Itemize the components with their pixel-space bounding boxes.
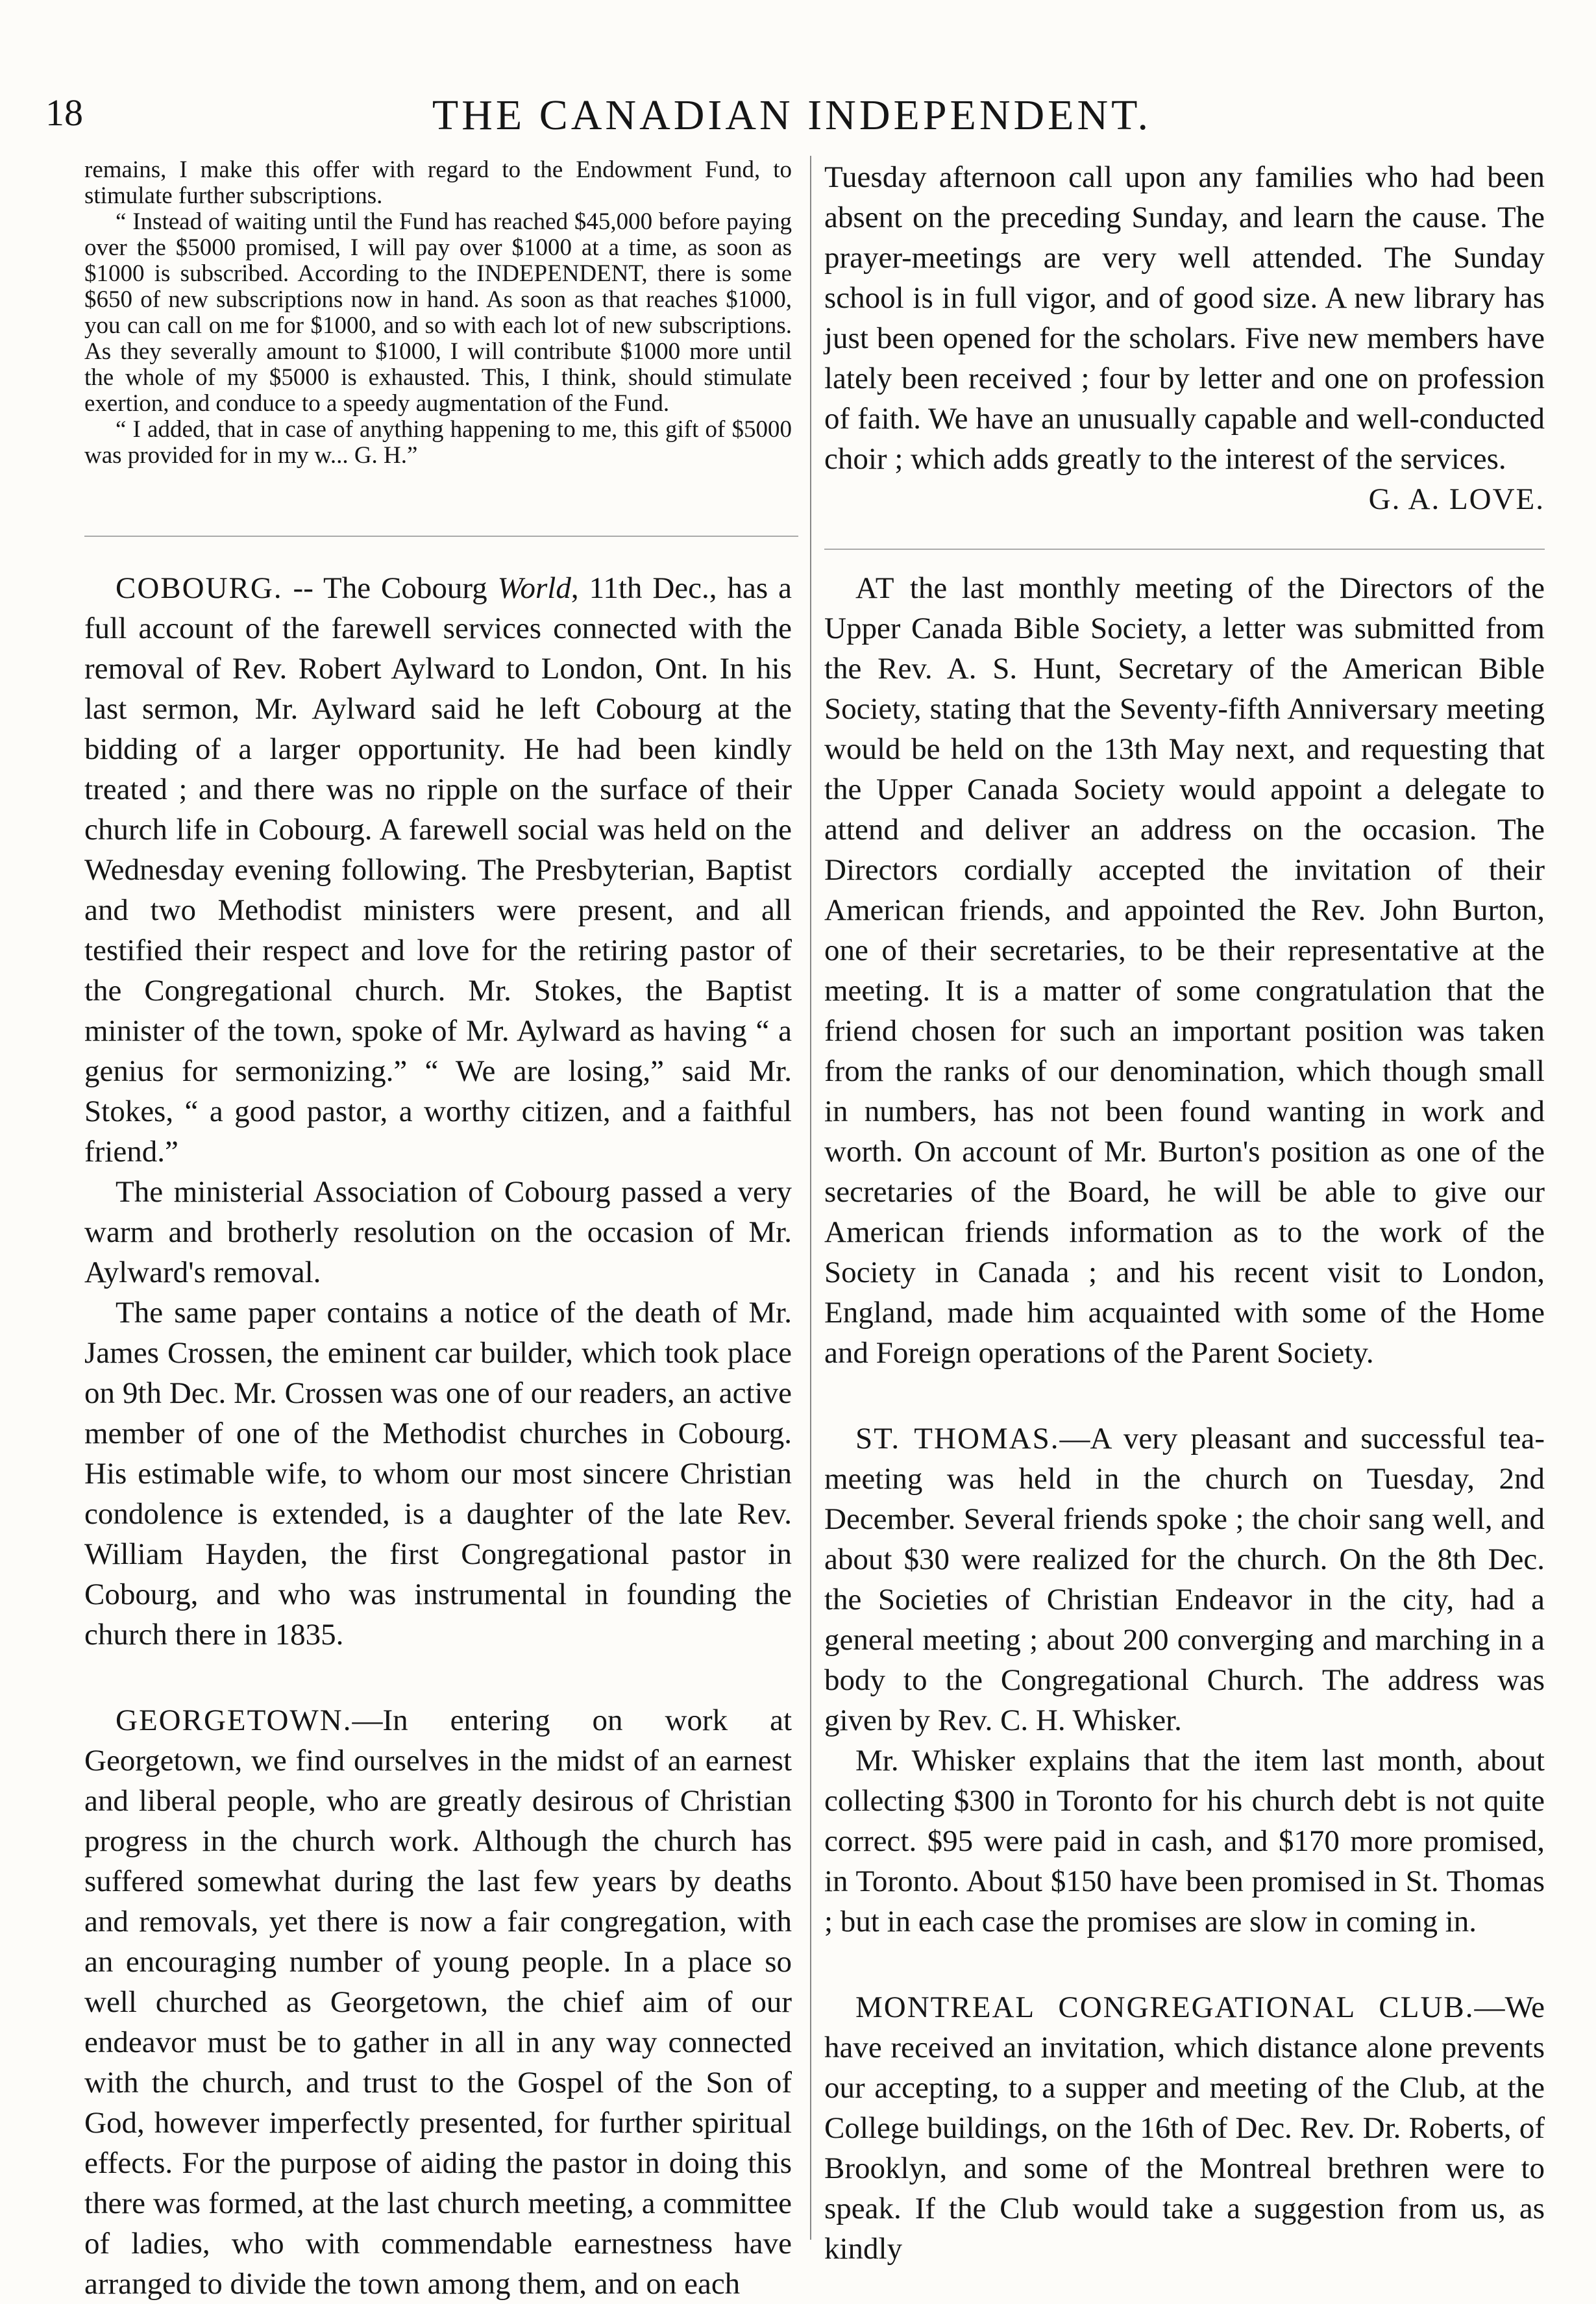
letter-paragraph: “ Instead of waiting until the Fund has reached $45,000 before paying over the $5000 promised, I will pay over $1000 at a time, as soon as $1000 is subscribed. According to the INDEPENDENT, there is some $650 of new subscriptions now in hand. As soon as that reaches $1000, you can call on me for $1000, and so with each lot of new subscriptions. As they severally amount to $1000, I will contribute $1000 more until the whole of my $5000 is exhausted. This, I think, should stimulate exertion, and conduce to a speedy augmentation of the Fund.	[84, 208, 792, 417]
georgetown-heading: GEORGETOWN.	[116, 1703, 352, 1737]
signature: G. A. LOVE.	[1368, 482, 1545, 516]
publication-title: THE CANADIAN INDEPENDENT.	[432, 92, 1152, 139]
montreal-club-article: MONTREAL CONGREGATIONAL CLUB.—We have received an invitation, which distance alone prevents our accepting, to a supper and meeting of the Club, at the College buildings, on the 16th of Dec. Rev. Dr. Roberts, of Brooklyn, and some of the Montreal brethren were to speak. If the Club would take a suggestion from us, as kindly	[824, 1990, 1545, 2266]
endowment-letter-continuation	[84, 157, 792, 469]
page-number: 18	[45, 92, 83, 134]
letter-paragraph: remains, I make this offer with regard to the Endowment Fund, to stimulate further subscriptions.	[84, 156, 792, 209]
continuation-paragraph: Tuesday afternoon call upon any families who had been absent on the preceding Sunday, and learn the cause. The prayer-meetings are very well attended. The Sunday school is in full vigor, and of good size. A new library has just been opened for the scholars. Five new members have lately been received ; four by letter and one on profession of faith. We have an unusually capable and well-conducted choir ; which adds greatly to the interest of the services.	[824, 160, 1545, 476]
cobourg-paragraph: The same paper contains a notice of the death of Mr. James Crossen, the eminent car builder, which took place on 9th Dec. Mr. Crossen was one of our readers, an active member of one of the Methodist churches in Cobourg. His estimable wife, to whom our most sincere Christian condolence is extended, is a daughter of the late Rev. William Hayden, the first Congregational pastor in Cobourg, and who was instrumental in founding the church there in 1835.	[84, 1296, 792, 1652]
column-divider	[810, 156, 811, 2240]
cobourg-paragraph: The ministerial Association of Cobourg passed a very warm and brotherly resolution on the occasion of Mr. Aylward's removal.	[84, 1175, 792, 1289]
montreal-club-heading: MONTREAL CONGREGATIONAL CLUB.	[855, 1990, 1475, 2024]
left-section-rule	[84, 536, 798, 537]
bible-society-article: AT the last monthly meeting of the Directors of the Upper Canada Bible Society, a letter was submitted from the Rev. A. S. Hunt, Secretary of the American Bible Society, stating that the Seventy-fifth Anniversary meeting would be held on the 13th May next, and requesting that the Upper Canada Society would appoint a delegate to attend and deliver an address on the occasion. The Directors cordially accepted the invitation of their American friends, and appointed the Rev. John Burton, one of their secretaries, to be their representative at the meeting. It is a matter of some congratulation that the friend chosen for such an important position was taken from the ranks of our denomination, which though small in numbers, has not been found wanting in work and worth. On account of Mr. Burton's position as one of the secretaries of the Board, he will be able to give our American friends information as to the work of the Society in Canada ; and his recent visit to London, England, made him acquainted with some of the Home and Foreign operations of the Parent Society.	[824, 571, 1545, 1370]
left-column-body	[84, 568, 792, 2304]
cobourg-heading: COBOURG.	[116, 571, 283, 605]
page-header	[45, 91, 1538, 143]
cobourg-article: COBOURG. -- The Cobourg World, 11th Dec., has a full account of the farewell services connected with the removal of Rev. Robert Aylward to London, Ont. In his last sermon, Mr. Aylward said he left Cobourg at the bidding of a larger opportunity. He had been kindly treated ; and there was no ripple on the surface of their church life in Cobourg. A farewell social was held on the Wednesday evening following. The Presbyterian, Baptist and two Methodist ministers were present, and all testified their respect and love for the retiring pastor of the Congregational church. Mr. Stokes, the Baptist minister of the town, spoke of Mr. Aylward as having “ a genius for sermonizing.” “ We are losing,” said Mr. Stokes, “ a good pastor, a worthy citizen, and a faithful friend.”	[84, 571, 792, 1169]
st-thomas-heading: ST. THOMAS.	[855, 1422, 1060, 1455]
georgetown-article: GEORGETOWN.—In entering on work at Georgetown, we find ourselves in the midst of an earnest and liberal people, who are greatly desirous of Christian progress in the church work. Although the church has suffered somewhat during the last few years by deaths and removals, yet there is now a fair congregation, with an encouraging number of young people. In a place so well churched as Georgetown, the chief aim of our endeavor must be to gather in all in any way connected with the church, and trust to the Gospel of the Son of God, however imperfectly presented, for further spiritual effects. For the purpose of aiding the pastor in doing this there was formed, at the last church meeting, a committee of ladies, who with commendable earnestness have arranged to divide the town among them, and on each	[84, 1703, 792, 2301]
bible-society-lead: AT	[855, 571, 896, 605]
right-section-rule	[824, 549, 1545, 550]
newspaper-name: World	[497, 571, 571, 605]
georgetown-continuation	[824, 157, 1545, 519]
st-thomas-paragraph: Mr. Whisker explains that the item last month, about collecting $300 in Toronto for his church debt is not quite correct. $95 were paid in cash, and $170 more promised, in Toronto. About $150 have been promised in St. Thomas ; but in each case the promises are slow in coming in.	[824, 1744, 1545, 1939]
right-column-body	[824, 568, 1545, 2269]
letter-paragraph: “ I added, that in case of anything happening to me, this gift of $5000 was provided for in my w... G. H.”	[84, 416, 792, 469]
st-thomas-article: ST. THOMAS.—A very pleasant and successful tea-meeting was held in the church on Tuesday, 2nd December. Several friends spoke ; the choir sang well, and about $30 were realized for the church. On the 8th Dec. the Societies of Christian Endeavor in the city, had a general meeting ; about 200 converging and marching in a body to the Congregational Church. The address was given by Rev. C. H. Whisker.	[824, 1422, 1545, 1737]
